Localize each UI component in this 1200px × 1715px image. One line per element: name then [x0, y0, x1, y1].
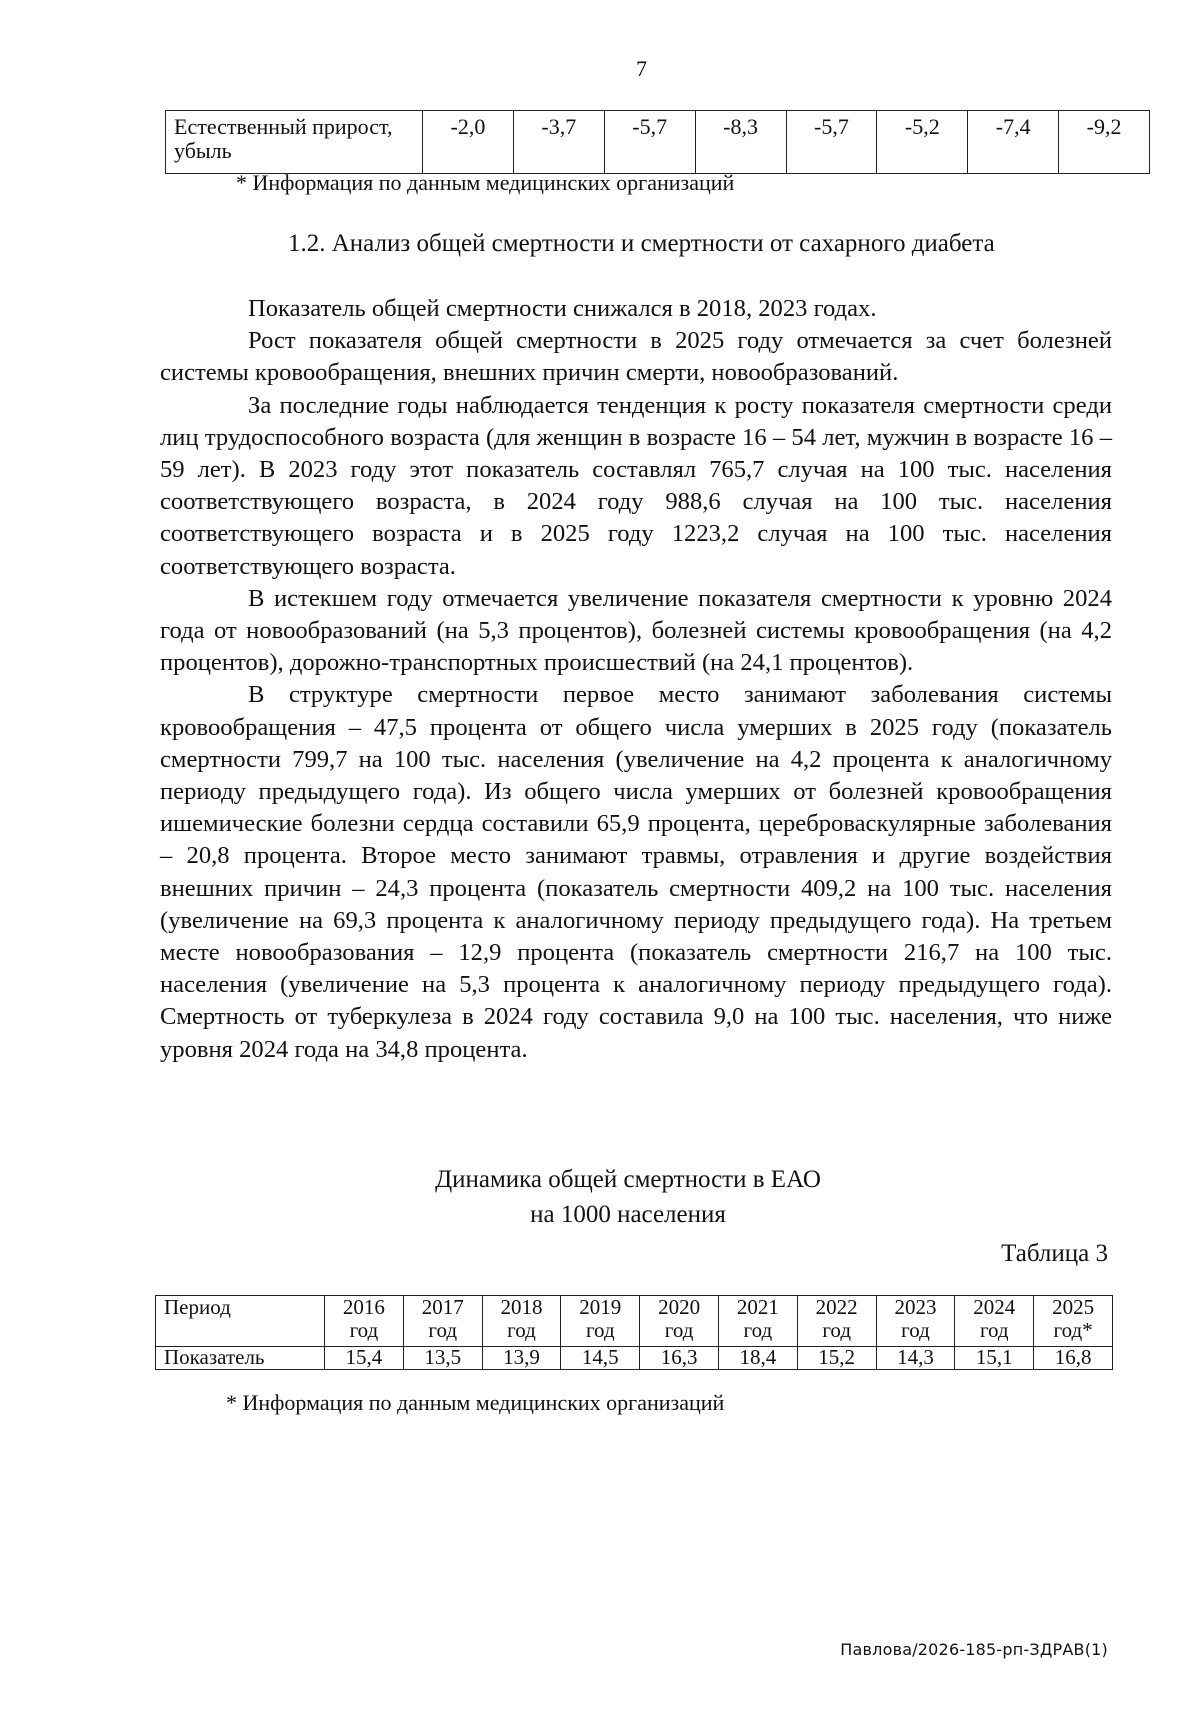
period-header: Период [156, 1296, 325, 1347]
indicator-value: 18,4 [718, 1347, 797, 1370]
year-header [325, 1296, 404, 1347]
year-label: 2017 [421, 1295, 464, 1319]
table-title: Динамика общей смертности в ЕАО [435, 1166, 821, 1193]
year-header [797, 1296, 876, 1347]
year-unit: год [349, 1317, 379, 1342]
table-row [166, 111, 1150, 174]
table-footnote: * Информация по данным медицинских организаций [226, 1390, 725, 1415]
indicator-value: 15,2 [797, 1347, 876, 1370]
indicator-label: Показатель [156, 1347, 325, 1370]
year-label: 2020 [658, 1295, 701, 1319]
document-code: Павлова/2026-185-рп-ЗДРАВ(1) [840, 1640, 1108, 1659]
year-unit: год [822, 1317, 852, 1342]
year-label: 2022 [815, 1295, 858, 1319]
growth-value-cell: -3,7 [513, 111, 604, 174]
year-label: 2024 [973, 1295, 1016, 1319]
paragraph: В структуре смертности первое место занимают заболевания системы кровообращения – 47,5 процента от общего числа умерших в 2025 году (показатель смертности 799,7 на 100 тыс. населения (увеличение на 4,2 процента к аналогичному периоду предыдущего года). Из общего числа умерших от болезней кровообращения ишемические болезни сердца составили 65,9 процента, цереброваскулярные заболевания – 20,8 процента. Второе место занимают травмы, отравления и другие воздействия внешних причин – 24,3 процента (показатель смертности 409,2 на 100 тыс. населения (увеличение на 69,3 процента к аналогичному периоду предыдущего года). На третьем месте новообразования – 12,9 процента (показатель смертности 216,7 на 100 тыс. населения (увеличение на 5,3 процента к аналогичному периоду предыдущего года). Смертность от туберкулеза в 2024 году составила 9,0 на 100 тыс. населения, что ниже уровня 2024 года на 34,8 процента. [160, 681, 1112, 1063]
year-header [403, 1296, 482, 1347]
growth-value-cell: -5,7 [604, 111, 695, 174]
indicator-value: 13,9 [482, 1347, 561, 1370]
growth-label-line2: убыль [174, 137, 232, 163]
growth-value-cell: -5,2 [877, 111, 968, 174]
year-unit: год [664, 1317, 694, 1342]
year-header [561, 1296, 640, 1347]
mortality-table [155, 1295, 1113, 1370]
year-unit: год [428, 1317, 458, 1342]
body-text [160, 293, 1112, 1066]
year-label: 2018 [500, 1295, 543, 1319]
year-unit: год [585, 1317, 615, 1342]
year-label: 2023 [894, 1295, 937, 1319]
indicator-value: 16,8 [1034, 1347, 1113, 1370]
indicator-value: 16,3 [640, 1347, 719, 1370]
table-number: Таблица 3 [1001, 1240, 1108, 1267]
indicator-value: 14,3 [876, 1347, 955, 1370]
natural-growth-table [165, 110, 1150, 174]
paragraph: Показатель общей смертности снижался в 2018, 2023 годах. [248, 295, 877, 322]
growth-value-cell: -9,2 [1059, 111, 1150, 174]
year-unit: год [979, 1317, 1009, 1342]
year-header [1034, 1296, 1113, 1347]
paragraph: В истекшем году отмечается увеличение показателя смертности к уровню 2024 года от новообразований (на 5,3 процентов), болезней системы кровообращения (на 4,2 процентов), дорожно-транспортных происшествий (на 24,1 процентов). [160, 584, 1112, 677]
year-unit: год [901, 1317, 930, 1342]
year-unit: год [743, 1317, 773, 1342]
table-row [156, 1347, 1113, 1370]
paragraph: За последние годы наблюдается тенденция к росту показателя смертности среди лиц трудоспособного возраста (для женщин в возрасте 16 – 54 лет, мужчин в возрасте 16 – 59 лет). В 2023 году этот показатель составлял 765,7 случая на 100 тыс. населения соответствующего возраста, в 2024 году 988,6 случая на 100 тыс. населения соответствующего возраста и в 2025 году 1223,2 случая на 100 тыс. населения соответствующего возраста. [160, 391, 1112, 580]
indicator-value: 13,5 [403, 1347, 482, 1370]
indicator-value: 14,5 [561, 1347, 640, 1370]
year-unit: год [507, 1317, 536, 1342]
table-subtitle: на 1000 населения [530, 1201, 726, 1228]
growth-row-label [166, 111, 423, 174]
year-unit: год* [1053, 1317, 1093, 1342]
growth-value-cell: -2,0 [423, 111, 514, 174]
table-header-row [156, 1296, 1113, 1347]
paragraph: Рост показателя общей смертности в 2025 году отмечается за счет болезней системы кровообращения, внешних причин смерти, новообразований. [160, 327, 1112, 387]
indicator-value: 15,4 [325, 1347, 404, 1370]
growth-label-line1: Естественный прирост, [174, 114, 393, 139]
year-header [955, 1296, 1034, 1347]
year-label: 2025 [1052, 1295, 1095, 1319]
growth-value-cell: -5,7 [786, 111, 877, 174]
year-header [876, 1296, 955, 1347]
year-label: 2021 [736, 1295, 779, 1319]
growth-value-cell: -8,3 [695, 111, 786, 174]
growth-value-cell: -7,4 [968, 111, 1059, 174]
year-header [640, 1296, 719, 1347]
year-header [718, 1296, 797, 1347]
year-label: 2019 [579, 1295, 622, 1319]
section-heading: 1.2. Анализ общей смертности и смертности от сахарного диабета [288, 230, 995, 257]
indicator-value: 15,1 [955, 1347, 1034, 1370]
year-header [482, 1296, 561, 1347]
page-number: 7 [636, 56, 647, 81]
year-label: 2016 [342, 1295, 385, 1319]
table-footnote: * Информация по данным медицинских организаций [236, 170, 735, 195]
